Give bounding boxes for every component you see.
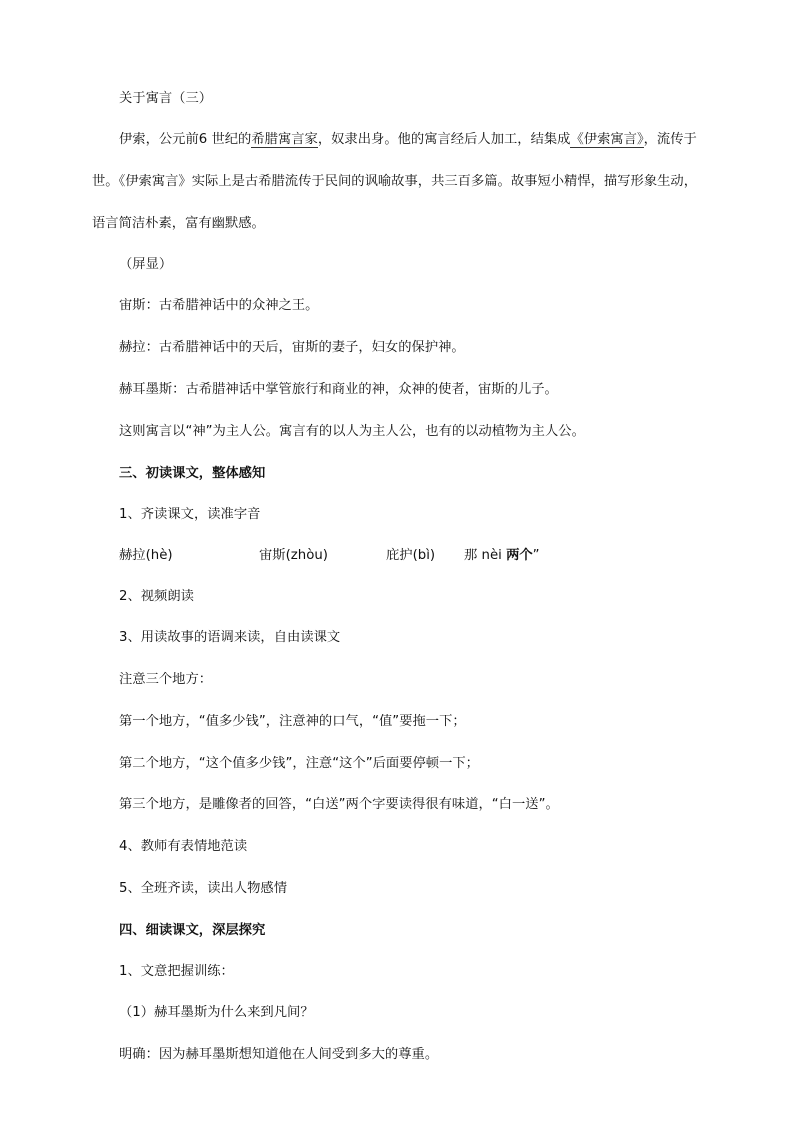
section4-answer1: 明确：因为赫耳墨斯想知道他在人间受到多大的尊重。 <box>119 1047 439 1062</box>
god-zeus: 宙斯：古希腊神话中的众神之王。 <box>119 298 319 313</box>
pinyin-hera: 赫拉(hè) <box>119 548 173 563</box>
section3-heading: 三、初读课文，整体感知 <box>119 466 266 481</box>
section3-spot1: 第一个地方，“值多少钱”，注意神的口气，“值”要拖一下； <box>119 714 466 729</box>
pinyin-zeus: 宙斯(zhòu) <box>259 548 328 563</box>
intro-text-tail: ，流传于世。《伊索寓言》实际上是古希腊流传于民间的讽喻故事，共三百多篇。故事短小精悍，描写形象生动，语言简洁朴素，富有幽默感。 <box>92 132 698 231</box>
section4-question1: （1）赫耳墨斯为什么来到凡间？ <box>119 1005 314 1020</box>
pinyin-nei-bold: 两个 <box>506 548 533 563</box>
pinyin-nei <box>464 547 540 565</box>
section3-item4: 4、教师有表情地范读 <box>119 839 248 854</box>
section3-item3: 3、用读故事的语调来读，自由读课文 <box>119 630 341 645</box>
god-summary: 这则寓言以“神”为主人公。寓言有的以人为主人公，也有的以动植物为主人公。 <box>119 424 585 439</box>
section3-item1: 1、齐读课文，读准字音 <box>119 507 261 522</box>
section3-item5: 5、全班齐读，读出人物感情 <box>119 881 288 896</box>
intro-paragraph <box>92 119 704 245</box>
section3-spot3: 第三个地方，是雕像者的回答，“白送”两个字要读得很有味道，“白一送”。 <box>119 797 559 812</box>
section3-item2: 2、视频朗读 <box>119 589 194 604</box>
section4-heading: 四、细读课文，深层探究 <box>119 923 266 938</box>
greek-fabulist-link[interactable]: 希腊寓言家 <box>251 132 318 147</box>
section-title: 关于寓言（三） <box>119 91 213 106</box>
section4-item1: 1、文意把握训练： <box>119 964 234 979</box>
pinyin-nei-tail: ” <box>532 548 540 563</box>
pinyin-nei-plain: 那 nèi <box>464 548 507 563</box>
god-hera: 赫拉：古希腊神话中的天后，宙斯的妻子，妇女的保护神。 <box>119 340 465 355</box>
section3-spot2: 第二个地方，“这个值多少钱”，注意“这个”后面要停顿一下； <box>119 756 479 771</box>
intro-text: 伊索，公元前6 世纪的 <box>119 132 252 147</box>
screen-display-note: （屏显） <box>119 257 173 272</box>
pinyin-bihu: 庇护(bì) <box>386 548 436 563</box>
aesop-fables-link[interactable]: 《伊索寓言》 <box>570 132 644 147</box>
intro-text-mid: ，奴隶出身。他的寓言经后人加工，结集成 <box>317 132 571 147</box>
section3-note: 注意三个地方： <box>119 672 213 687</box>
god-hermes: 赫耳墨斯：古希腊神话中掌管旅行和商业的神，众神的使者，宙斯的儿子。 <box>119 382 558 397</box>
